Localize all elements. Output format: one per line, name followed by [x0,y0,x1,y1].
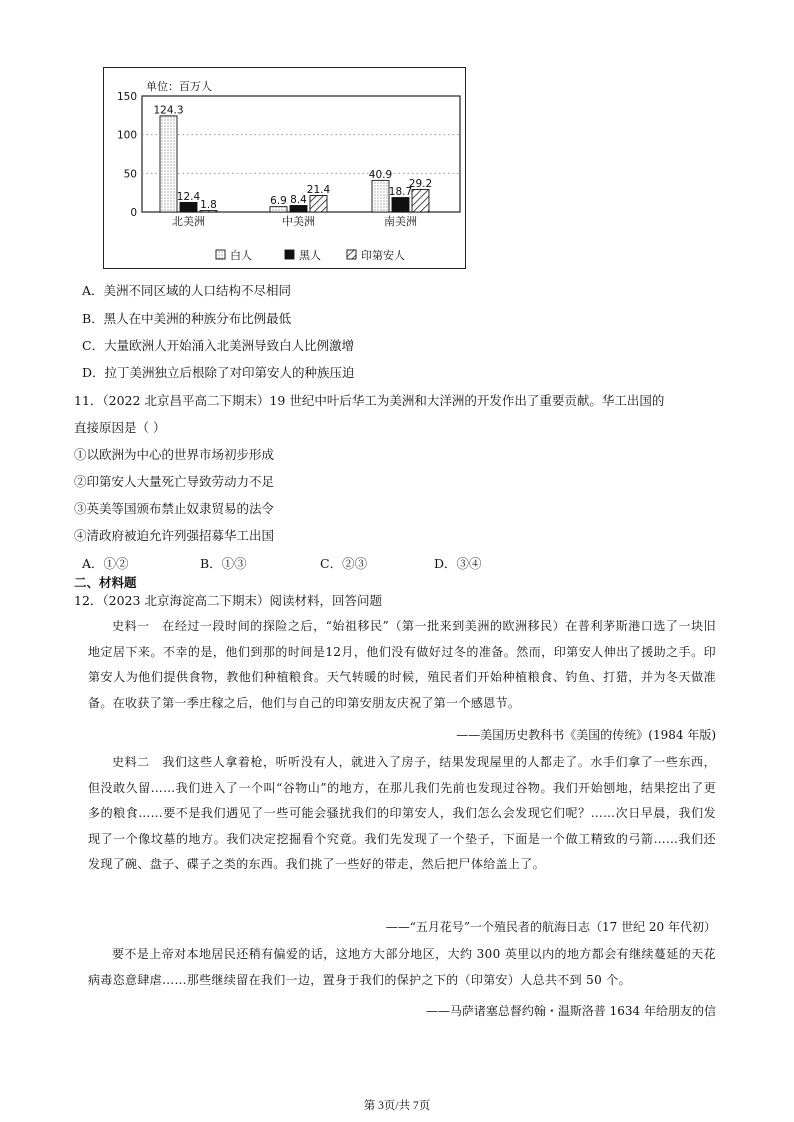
data-label: 21.4 [306,183,331,196]
y-tick-label: 0 [130,207,137,219]
material-3-source: ——马萨诸塞总督约翰・温斯洛普 1634 年给朋友的信 [425,1004,716,1018]
x-category-label: 北美洲 [172,215,205,228]
q11-item-3: ③英美等国颁布禁止奴隶贸易的法令 [74,501,275,516]
x-category-label: 中美洲 [282,215,315,228]
q11-option-a: A．①② [82,556,129,571]
bar-indigenous [310,195,327,212]
q10-option-c: C．大量欧洲人开始涌入北美洲导致白人比例激增 [82,338,355,353]
bar-white [372,180,389,212]
y-tick-label: 100 [116,129,137,142]
q11-stem-line2: 直接原因是（ ） [74,420,166,435]
legend-label: 黑人 [299,249,321,262]
legend-label: 印第安人 [361,249,405,262]
q11-option-d: D．③④ [434,556,482,571]
chart-canvas [104,68,467,270]
q11-options [82,555,482,573]
material-2-source: ——“五月花号”一个殖民者的航海日志（17 世纪 20 年代初） [385,920,716,934]
y-tick-label: 150 [116,91,137,103]
data-label: 18.7 [388,186,413,199]
y-tick-label: 50 [123,168,137,181]
bar-black [290,206,307,212]
bar-white [160,116,177,212]
q11-option-c: C．②③ [320,556,368,571]
material-1: 史料一 在经过一段时间的探险之后，“始祖移民”（第一批来到美洲的欧洲移民）在普利茅斯港口选了一块旧地定居下来。不幸的是，他们到那的时间是12月，他们没有做好过冬的准备。然而，印第安人伸出了援助之手。印第安人为他们提供食物，教他们种植粮食。天气转暖的时候，殖民者们开始种植粮食、钓鱼、打猎，并为冬天做准备。在收获了第一季庄稼之后，他们与自己的印第安朋友庆祝了第一个感恩节。 [88,619,716,710]
q10-option-d: D．拉丁美洲独立后根除了对印第安人的种族压迫 [82,365,355,380]
legend-label: 白人 [230,249,252,262]
data-label: 29.2 [408,177,433,190]
legend-swatch [285,250,294,259]
data-label: 12.4 [176,190,201,203]
q11-item-4: ④清政府被迫允许列强招募华工出国 [74,528,275,543]
q11-stem-line1: 11．（2022 北京昌平高二下期末）19 世纪中叶后华工为美洲和大洋洲的开发作出了重要贡献。华工出国的 [74,393,665,408]
bar-indigenous [412,189,429,212]
data-label: 40.9 [368,168,393,181]
legend-swatch [216,250,225,259]
q11-item-1: ①以欧洲为中心的世界市场初步形成 [74,447,275,462]
page-footer: 第 3页/共 7页 [363,1100,431,1112]
data-label: 6.9 [270,195,287,208]
legend-swatch [347,250,356,259]
bar-black [180,202,197,212]
material-2: 史料二 我们这些人拿着枪，听听没有人，就进入了房子，结果发现屋里的人都走了。水手们拿了一些东西，但没敢久留……我们进入了一个叫“谷物山”的地方，在那儿我们先前也发现过谷物。我们开始刨地，结果挖出了更多的粮食……要不是我们遇见了一些可能会骚扰我们的印第安人，我们怎么会发现它们呢？……次日早晨，我们发现了一个像坟墓的地方。我们决定挖掘看个究竟。我们先发现了一个垫子，下面是一个做工精致的弓箭……我们还发现了碗、盘子、碟子之类的东西。我们挑了一些好的带走，然后把尸体给盖上了。 [88,755,716,871]
bar-white [270,207,287,212]
bar-black [392,198,409,212]
section-title: 二、材料题 [74,575,137,590]
data-label: 1.8 [200,199,217,212]
x-category-label: 南美洲 [384,215,417,228]
q10-option-b: B．黑人在中美洲的种族分布比例最低 [82,311,292,326]
data-label: 8.4 [290,194,307,207]
q11-option-b: B．①③ [200,556,247,571]
data-label: 124.3 [153,104,184,117]
population-bar-chart [103,67,466,269]
q11-item-2: ②印第安人大量死亡导致劳动力不足 [74,474,275,489]
material-1-source: ——美国历史教科书《美国的传统》(1984 年版) [456,728,716,742]
q10-option-a: A．美洲不同区域的人口结构不尽相同 [82,283,292,298]
material-3: 要不是上帝对本地居民还稍有偏爱的话，这地方大部分地区，大约 300 英里以内的地方都会有继续蔓延的天花病毒恣意肆虐……那些继续留在我们一边，置身于我们的保护之下的（印第安）人总共不到 50 个。 [88,947,716,987]
q12-stem: 12．（2023 北京海淀高二下期末）阅读材料，回答问题 [74,593,382,608]
unit-label: 单位：百万人 [146,80,212,93]
